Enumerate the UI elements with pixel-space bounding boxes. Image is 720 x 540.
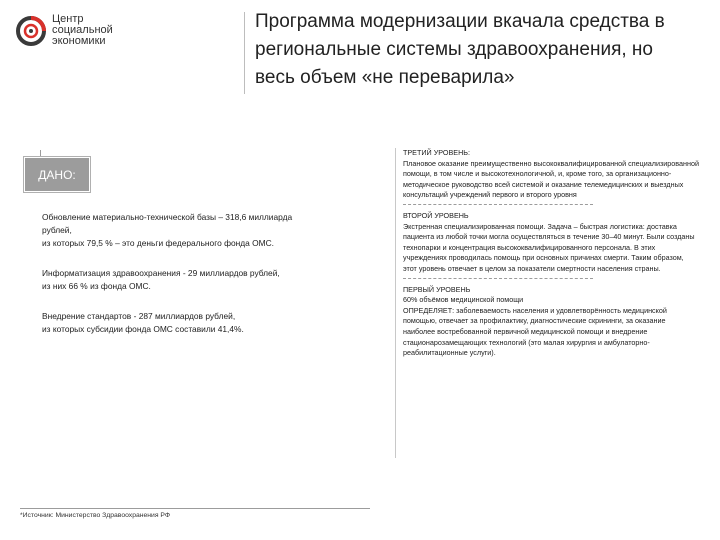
given-item-1: Обновление материально-технической базы – 318,6 миллиарда рублей, (42, 212, 293, 235)
given-item-2: из которых 79,5 % – это деньги федерального фонда ОМС. (42, 238, 274, 248)
logo (14, 8, 154, 58)
level-separator (403, 204, 593, 205)
levels-panel (403, 148, 699, 359)
first-level-heading: ПЕРВЫЙ УРОВЕНЬ (403, 284, 471, 294)
levels-divider (395, 148, 396, 458)
logo-line-2: социальной (52, 24, 113, 36)
logo-mark-icon (14, 14, 48, 48)
source-divider (20, 508, 370, 509)
given-item-6: из которых субсидии фонда ОМС составили 41,4%. (42, 324, 244, 334)
given-label: ДАНО: (24, 157, 90, 192)
level-separator (403, 278, 593, 279)
given-item-3: Информатизация здравоохранения - 29 миллиардов рублей, (42, 268, 280, 278)
logo-text (52, 14, 113, 47)
given-list (42, 211, 302, 336)
logo-line-1: Центр (52, 13, 84, 25)
third-level-body: Плановое оказание преимущественно высококвалифицированной специализированной помощи, в том числе и высокотехнологичной, и, кроме того, за организационно-методическое руководство всей системой и оказание телемедицинских и выездных консультаций учреждений первого и второго уровня (403, 158, 699, 200)
title-divider (244, 12, 245, 94)
first-level-body: ОПРЕДЕЛЯЕТ: заболеваемость населения и удовлетворённость медицинской помощью, отвечает за профилактику, диагностические скрининги, за оказание наиболее востребованной первичной медицинской помощи и внедрение стационарозамещающих технологий (это малая хирургия и амбулаторно-реабилитационные услуги). (403, 305, 667, 358)
third-level-heading: ТРЕТИЙ УРОВЕНЬ: (403, 148, 470, 157)
slide-title: Программа модернизации вкачала средства в региональные системы здравоохранения, но весь объем «не переварила» (255, 11, 665, 88)
given-item-4: из них 66 % из фонда ОМС. (42, 281, 151, 291)
logo-line-3: экономики (52, 35, 106, 47)
given-item-5: Внедрение стандартов - 287 миллиардов рублей, (42, 311, 236, 321)
second-level-body: Экстренная специализированная помощи. Задача – быстрая логистика: доставка пациента из любой точки могла осуществляться в течение 30–40 минут. Были созданы технопарки и концентрация высококвалифицированного персонала. В этих учреждениях проводилась помощь при основных причинах смерти. Таким образом, этот уровень отвечает в целом за показатели смертности населения страны. (403, 221, 695, 273)
second-level-heading: ВТОРОЙ УРОВЕНЬ (403, 210, 469, 220)
source-note: *Источник: Министерство Здравоохранения РФ (20, 512, 171, 519)
first-level-share: 60% объёмов медицинской помощи (403, 295, 524, 305)
